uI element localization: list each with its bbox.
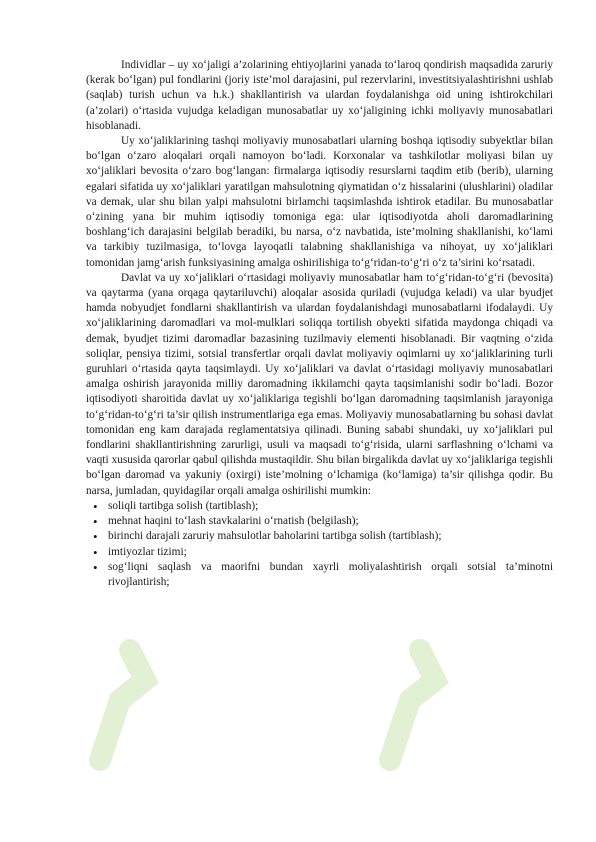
document-body [86,58,553,590]
bullet-list [86,499,553,590]
paragraph-internal-relations: Individlar – uy xo‘jaligi a’zolarining ehtiyojlarini yanada to‘laroq qondirish maqsadida zaruriy (kerak bo‘lgan) pul fondlarini (joriy iste’mol darajasini, pul rezervlarini, investitsiyalashtirishni ushlab (saqlab) turish uchun va h.k.) shakllantirish va ulardan foydalanishga oid uning ishtirokchilari (a’zolari) o‘rtasida vujudga keladigan munosabatlar uy xo‘jaligining ichki moliyaviy munosabatlari hisoblanadi. [86,59,553,132]
logo-watermark-icon [60,560,580,790]
list-item: • sog‘liqni saqlash va maorifni bundan xayrli moliyalashtirish orqali sotsial ta’minotni rivojlantirish; [86,560,553,590]
paragraph-state-relations: Davlat va uy xo‘jaliklari o‘rtasidagi moliyaviy munosabatlar ham to‘g‘ridan-to‘g‘ri (bevosita) va qaytarma (yana orqaga qaytariluvchi) aloqalar asosida quriladi (vujudga keladi) va ular byudjet hamda nobyudjet fondlarni shakllantirish va ulardan foydalanishdagi munosabatlarni ifodalaydi. Uy xo‘jaliklarining daromadlari va mol-mulklari soliqqa tortilish obyekti sifatida maydonga chiqadi va demak, byudjet tizimi daromadlar bazasining tuzilmaviy elementi hisoblanadi. Bir vaqtning o‘zida soliqlar, pensiya tizimi, sotsial transfertlar orqali davlat moliyaviy oqimlarni uy xo‘jaliklarining turli guruhlari o‘rtasida qayta taqsimlaydi. Uy xo‘jaliklari va davlat o‘rtasidagi moliyaviy munosabatlari amalga oshirish jarayonida milliy daromadning ikkilamchi qayta taqsimlanishi sodir bo‘ladi. Bozor iqtisodiyoti sharoitida davlat uy xo‘jaliklariga tegishli bo‘lgan daromadning taqsimlanish jarayoniga to‘g‘ridan-to‘g‘ri ta’sir qilish instrumentlariga ega emas. Moliyaviy munosabatlarning bu sohasi davlat tomonidan eng kam darajada reglamentatsiya qilinadi. Buning sababi shundaki, uy xo‘jaliklari pul fondlarini shakllantirishning zarurligi, usuli va maqsadi to‘g‘risida, ularni sarflashning o‘lchami va vaqti xususida qarorlar qabul qilishda mustaqildir. Shu bilan birgalikda davlat uy xo‘jaliklariga tegishli bo‘lgan daromad va yakuniy (oxirgi) iste’molning o‘lchamiga (ko‘lamiga) ta’sir qilishga qodir. Bu narsa, jumladan, quyidagilar orqali amalga oshirilishi mumkin: [86,271,553,497]
list-item: • birinchi darajali zaruriy mahsulotlar baholarini tartibga solish (tartiblash); [86,529,553,544]
list-item: • imtiyozlar tizimi; [86,545,553,560]
list-item: • soliqli tartibga solish (tartiblash); [86,499,553,514]
list-item: • mehnat haqini to‘lash stavkalarini o‘rnatish (belgilash); [86,514,553,529]
paragraph-external-relations: Uy xo‘jaliklarining tashqi moliyaviy munosabatlari ularning boshqa iqtisodiy subyektlar bilan bo‘lgan o‘zaro aloqalari orqali namoyon bo‘ladi. Korxonalar va tashkilotlar moliyasi bilan uy xo‘jaliklari bevosita o‘zaro bog‘langan: firmalarga iqtisodiy resurslarni taqdim etib (berib), ularning egalari sifatida uy xo‘jaliklari yaratilgan mahsulotning qiymatidan o‘z hissalarini (ulushlarini) oladilar va demak, ular shu bilan yalpi mahsulotni birlamchi taqsimlashda ishtirok etadilar. Bu munosabatlar o‘zining yana bir muhim iqtisodiy tomoniga ega: ular iqtisodiyotda aholi daromadlarining boshlang‘ich darajasini belgilab beradiki, bu narsa, o‘z navbatida, iste’molning shakllanishi, ko‘lami va tarkibiy tuzilmasiga, to‘lovga layoqatli talabning shakllanishiga va nihoyat, uy xo‘jaliklari tomonidan jamg‘arish funksiyasining amalga oshirilishiga to‘g‘ridan-to‘g‘ri o‘z ta’sirini ko‘rsatadi. [86,135,553,269]
